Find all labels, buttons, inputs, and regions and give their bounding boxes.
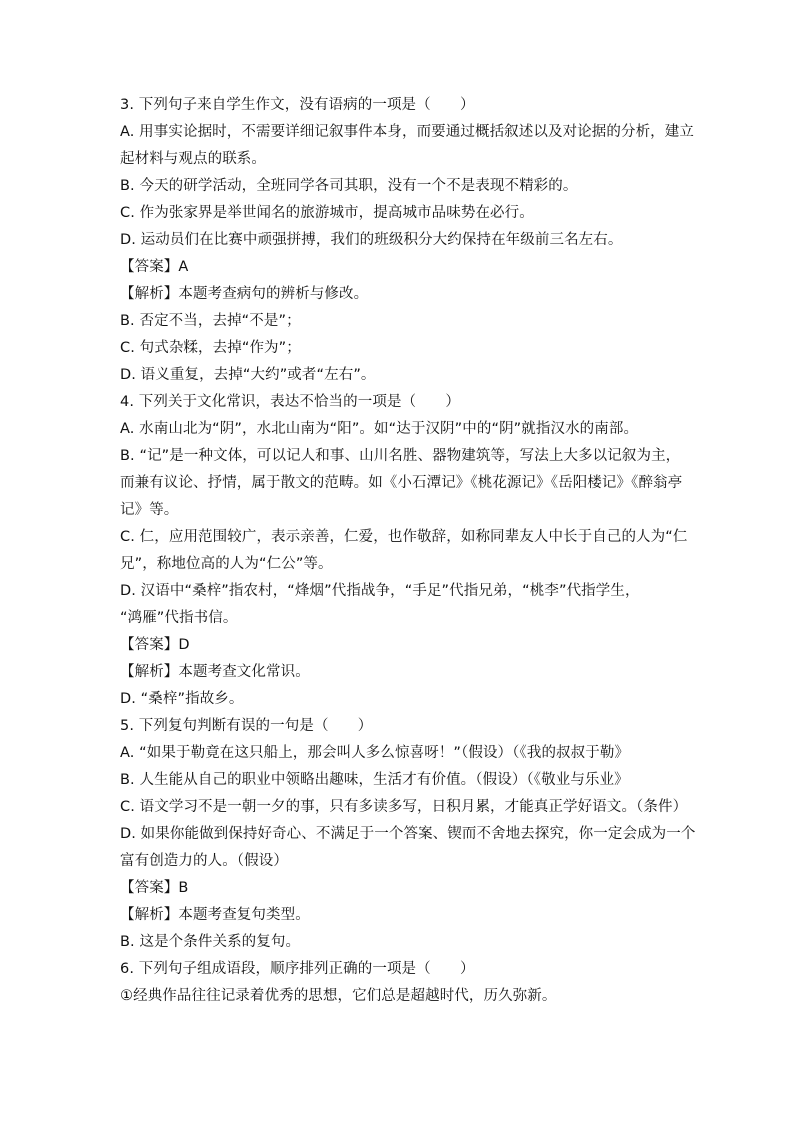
text-line: A. 水南山北为“阴”，水北山南为“阳”。如“达于汉阴”中的“阴”就指汉水的南部。 [120, 421, 639, 437]
text-line: B. “记”是一种文体，可以记人和事、山川名胜、器物建筑等，写法上大多以记叙为主， [120, 448, 681, 464]
text-line: 【解析】本题考查文化常识。 [120, 664, 310, 680]
text-line: B. 人生能从自己的职业中领略出趣味，生活才有价值。（假设）（《敬业与乐业》 [120, 772, 629, 788]
text-line: 【答案】D [120, 637, 190, 653]
text-line: A. “如果于勒竟在这只船上，那会叫人多么惊喜呀！”（假设）（《我的叔叔于勒》 [120, 745, 630, 761]
text-line: 【解析】本题考查复句类型。 [120, 907, 310, 923]
text-line: B. 否定不当，去掉“不是”； [120, 313, 301, 329]
text-line: D. 汉语中“桑梓”指农村，“烽烟”代指战争，“手足”代指兄弟，“桃李”代指学生， [120, 583, 640, 599]
text-line: D. “桑梓”指故乡。 [120, 691, 244, 707]
text-line: 5. 下列复句判断有误的一句是（ ） [120, 718, 373, 734]
text-line: 起材料与观点的联系。 [120, 151, 266, 167]
text-line: 记》等。 [120, 502, 179, 518]
text-line: 富有创造力的人。（假设） [120, 853, 288, 869]
document-page [120, 92, 696, 1010]
text-line: B. 今天的研学活动，全班同学各司其职，没有一个不是表现不精彩的。 [120, 178, 578, 194]
text-line: D. 运动员们在比赛中顽强拼搏，我们的班级积分大约保持在年级前三名左右。 [120, 232, 623, 248]
text-line: A. 用事实论据时，不需要详细记叙事件本身，而要通过概括叙述以及对论据的分析，建立 [120, 124, 694, 140]
text-line: 3. 下列句子来自学生作文，没有语病的一项是（ ） [120, 97, 475, 113]
text-line: 4. 下列关于文化常识，表达不恰当的一项是（ ） [120, 394, 460, 410]
text-line: C. 语文学习不是一朝一夕的事，只有多读多写，日积月累，才能真正学好语文。（条件） [120, 799, 688, 815]
text-line: D. 如果你能做到保持好奇心、不满足于一个答案、锲而不舍地去探究，你一定会成为一个 [120, 826, 696, 842]
text-line: “鸿雁”代指书信。 [120, 610, 238, 626]
text-line: 【答案】A [120, 259, 189, 275]
text-line: C. 句式杂糅，去掉“作为”； [120, 340, 301, 356]
text-line: C. 仁，应用范围较广，表示亲善，仁爱，也作敬辞，如称同辈友人中长于自己的人为“仁 [120, 529, 688, 545]
text-line: 兄”，称地位高的人为“仁公”等。 [120, 556, 333, 572]
text-line: B. 这是个条件关系的复句。 [120, 934, 301, 950]
text-line: 【答案】B [120, 880, 189, 896]
text-line: ①经典作品往往记录着优秀的思想，它们总是超越时代，历久弥新。 [120, 988, 557, 1004]
text-line: D. 语义重复，去掉“大约”或者“左右”。 [120, 367, 376, 383]
text-line: 【解析】本题考查病句的辨析与修改。 [120, 286, 369, 302]
text-line: 而兼有议论、抒情，属于散文的范畴。如《小石潭记》《桃花源记》《岳阳楼记》《醉翁亭 [120, 475, 683, 491]
text-line: C. 作为张家界是举世闻名的旅游城市，提高城市品味势在必行。 [120, 205, 534, 221]
text-line: 6. 下列句子组成语段，顺序排列正确的一项是（ ） [120, 961, 475, 977]
